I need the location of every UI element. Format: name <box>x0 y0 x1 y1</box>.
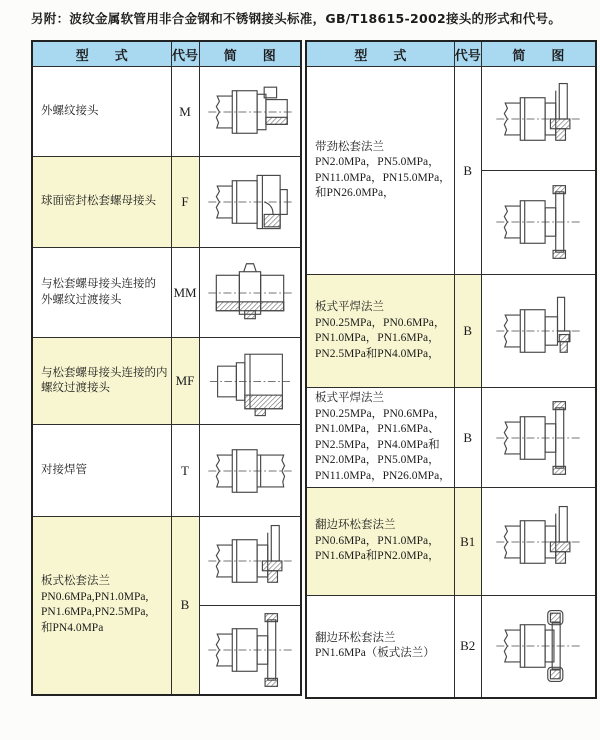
fitting-type-text: PN1.0MPa，PN1.6MPa、 <box>315 423 440 435</box>
butt-weld-pipe-diagram <box>202 432 298 510</box>
fitting-type-text: 翻边环松套法兰 <box>315 519 396 532</box>
diagram-stack <box>200 339 301 424</box>
fitting-type-cell <box>32 157 171 248</box>
fitting-diagram-cell <box>199 338 301 425</box>
fitting-diagram-cell <box>199 517 301 695</box>
fitting-diagram-cell <box>481 275 596 388</box>
fitting-type-text: 对接焊管 <box>41 463 87 476</box>
diagram-box <box>200 426 301 516</box>
fitting-code-cell: B <box>454 275 481 388</box>
fitting-type-text: 板式平焊法兰 <box>315 392 384 404</box>
diagram-stack <box>482 489 596 595</box>
fitting-type-text: 和PN4.0MPa <box>41 621 104 634</box>
fitting-type-text: PN2.0MPa，PN5.0MPa， <box>315 454 440 466</box>
fitting-code-cell: MM <box>171 248 199 338</box>
fitting-type-text: PN1.6MPa（板式法兰） <box>315 647 435 660</box>
flanged-ring-plate-flange-diagram <box>490 607 586 685</box>
fitting-type-text: PN0.25MPa，PN0.6MPa， <box>315 316 446 329</box>
diagram-box <box>200 517 301 605</box>
left-table-row-t-4 <box>32 425 301 517</box>
fitting-type-cell <box>32 517 171 695</box>
diagram-box <box>200 158 301 247</box>
fitting-type-cell <box>306 388 454 488</box>
fitting-diagram-cell <box>481 488 596 596</box>
fitting-type-text: PN0.25MPa，PN0.6MPa， <box>315 407 446 420</box>
fitting-type-text: PN11.0MPa，PN26.0MPa， <box>315 469 451 482</box>
plate-loose-flange-side-diagram <box>202 611 298 689</box>
fitting-type-text: PN1.0MPa，PN1.6MPa， <box>315 332 440 344</box>
fittings-table-area <box>31 40 597 699</box>
fitting-type-cell <box>306 275 454 388</box>
diagram-box <box>482 170 596 274</box>
fittings-table-left <box>31 40 302 696</box>
left-col-header-diagram: 简 图 <box>199 41 301 67</box>
diagram-box <box>482 276 596 387</box>
right-col-header-code: 代号 <box>454 41 481 67</box>
male-thread-fitting-diagram <box>202 73 298 151</box>
fitting-type-cell <box>32 67 171 157</box>
right-table-row-b1-3 <box>306 488 596 596</box>
diagram-box <box>200 605 301 694</box>
male-female-adapter-diagram <box>202 344 298 419</box>
fitting-diagram-cell <box>481 388 596 488</box>
left-table-row-mm-2 <box>32 248 301 338</box>
diagram-stack <box>200 426 301 516</box>
diagram-stack <box>200 249 301 337</box>
fitting-diagram-cell <box>481 67 596 275</box>
diagram-stack <box>200 517 301 693</box>
plate-weld-flange-side-diagram <box>490 399 586 477</box>
neck-loose-flange-side-diagram <box>490 183 586 261</box>
fitting-type-text: PN1.6MPa和PN2.0MPa， <box>315 550 440 563</box>
fitting-type-cell <box>306 67 454 275</box>
right-header-row <box>306 41 596 67</box>
neck-loose-flange-front-diagram <box>490 80 586 158</box>
fitting-type-text: 球面密封松套螺母接头 <box>41 195 156 208</box>
fitting-type-text: PN0.6MPa，PN1.0MPa， <box>315 534 440 547</box>
fitting-code-cell: B <box>454 67 481 275</box>
left-col-header-type: 型 式 <box>32 41 171 67</box>
plate-loose-flange-front-diagram <box>202 522 298 600</box>
right-table-row-b2-4 <box>306 596 596 698</box>
fitting-type-text: PN2.5MPa，PN4.0MPa和 <box>315 438 440 451</box>
diagram-box <box>482 390 596 485</box>
diagram-stack <box>482 596 596 696</box>
fitting-code-cell: B2 <box>454 596 481 698</box>
fitting-type-text: 与松套螺母接头连接的 <box>41 278 156 290</box>
left-table-row-f-1 <box>32 157 301 248</box>
fitting-code-cell: B <box>454 388 481 488</box>
fitting-type-text: PN11.0MPa，PN15.0MPa， <box>315 171 451 184</box>
fitting-code-cell: B1 <box>454 488 481 596</box>
fitting-type-text: 外螺纹接头 <box>41 104 99 117</box>
diagram-stack <box>200 158 301 247</box>
fitting-type-text: 螺纹过渡接头 <box>41 382 110 394</box>
diagram-box <box>482 596 596 696</box>
diagram-stack <box>200 68 301 156</box>
fitting-code-cell: F <box>171 157 199 248</box>
right-table-row-b-0 <box>306 67 596 275</box>
intro-text: 另附：波纹金属软管用非合金钢和不锈钢接头标准，GB/T18615-2002接头的形式和代号。 <box>31 11 562 26</box>
fitting-type-text: PN2.5MPa和PN4.0MPa， <box>315 347 440 360</box>
fitting-type-text: PN0.6MPa,PN1.0MPa, <box>41 590 149 603</box>
fitting-diagram-cell <box>199 157 301 248</box>
diagram-box <box>200 68 301 156</box>
fitting-type-cell <box>32 425 171 517</box>
fitting-code-cell: M <box>171 67 199 157</box>
fitting-code-cell: MF <box>171 338 199 425</box>
fittings-table-right <box>305 40 597 699</box>
fitting-type-cell <box>306 488 454 596</box>
fitting-type-text: 外螺纹过渡接头 <box>41 293 122 306</box>
right-table-row-b-2 <box>306 388 596 488</box>
right-col-header-type: 型 式 <box>306 41 454 67</box>
diagram-stack <box>482 390 596 485</box>
fitting-diagram-cell <box>199 425 301 517</box>
loose-nut-fitting-diagram <box>202 163 298 241</box>
fitting-code-cell: T <box>171 425 199 517</box>
fitting-type-text: 与松套螺母接头连接的内 <box>41 366 168 379</box>
left-table-row-mf-3 <box>32 338 301 425</box>
fitting-type-text: 和PN26.0MPa， <box>315 187 395 199</box>
left-table-row-b-5 <box>32 517 301 695</box>
fitting-diagram-cell <box>481 596 596 698</box>
diagram-stack <box>482 68 596 274</box>
fitting-diagram-cell <box>199 248 301 338</box>
left-header-row <box>32 41 301 67</box>
fitting-type-text: PN2.0MPa，PN5.0MPa， <box>315 156 440 168</box>
fitting-type-cell <box>306 596 454 698</box>
fitting-type-text: 板式松套法兰 <box>41 575 110 588</box>
diagram-box <box>200 339 301 424</box>
diagram-stack <box>482 276 596 387</box>
right-table-row-b-1 <box>306 275 596 388</box>
fitting-diagram-cell <box>199 67 301 157</box>
fitting-type-cell <box>32 338 171 425</box>
diagram-box <box>482 68 596 171</box>
diagram-box <box>482 489 596 595</box>
fitting-type-text: 板式平焊法兰 <box>315 301 384 313</box>
right-col-header-diagram: 简 图 <box>481 41 596 67</box>
diagram-box <box>200 249 301 337</box>
fitting-type-cell <box>32 248 171 338</box>
male-male-adapter-diagram <box>202 254 298 332</box>
left-col-header-code: 代号 <box>171 41 199 67</box>
flanged-ring-loose-flange-diagram <box>490 503 586 581</box>
fitting-type-text: 翻边环松套法兰 <box>315 631 396 644</box>
fitting-type-text: 带劲松套法兰 <box>315 140 384 153</box>
fitting-code-cell: B <box>171 517 199 695</box>
fitting-type-text: PN1.6MPa,PN2.5MPa, <box>41 606 149 619</box>
plate-weld-flange-diagram <box>490 292 586 370</box>
left-table-row-m-0 <box>32 67 301 157</box>
